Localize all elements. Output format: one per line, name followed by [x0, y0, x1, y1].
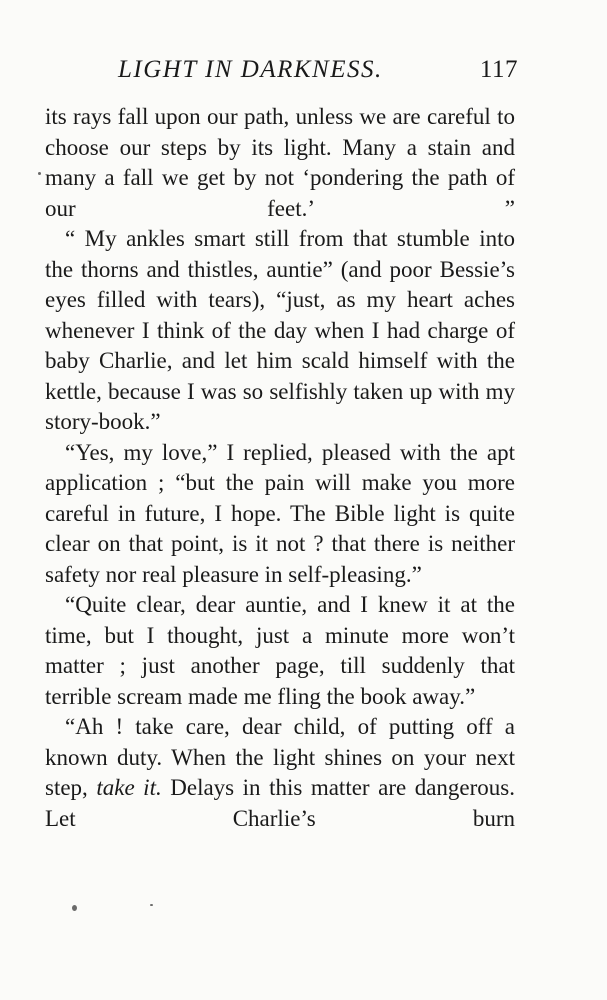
text-run: “ My ankles smart still from that stumble into the thorns and thistles, auntie” (and poor Bessie’s eyes filled with tears), “just, as my heart aches whenever I think of the day when I had charge of baby Charlie, and let him scald himself with the kettle, because I was so selfishly taken up with my story-book.”: [45, 226, 515, 434]
paragraph: [45, 224, 515, 438]
italic-emphasis: take it.: [96, 775, 162, 800]
text-run: “Quite clear, dear auntie, and I knew it at the time, but I thought, just a minute more won’t matter ; just another page, till suddenly that terrible scream made me fling the book away.”: [45, 592, 515, 709]
text-run: Delays in this matter are dangerous. Let Charlie’s burn: [45, 775, 515, 831]
page-number: 117: [479, 56, 518, 83]
paragraph: [45, 438, 515, 591]
paper-speck: [72, 905, 77, 911]
paper-speck: [38, 172, 41, 175]
body-text: [45, 102, 515, 834]
paragraph: [45, 712, 515, 834]
running-head: [118, 52, 518, 88]
text-run: “Yes, my love,” I replied, pleased with the apt application ; “but the pain will make you more careful in future, I hope. The Bible light is quite clear on that point, is it not ? that there is neither safety nor real pleasure in self-pleasing.”: [45, 439, 515, 587]
paragraph: [45, 590, 515, 712]
text-run: its rays fall upon our path, unless we are careful to choose our steps by its light. Many a stain and many a fall we get by not ‘pondering the path of our feet.’ ”: [45, 104, 515, 221]
paragraph: [45, 102, 515, 224]
running-title: LIGHT IN DARKNESS.: [118, 56, 383, 83]
paper-speck: [150, 904, 153, 906]
text-run: “Ah ! take care, dear child, of putting off a known duty. When the light shines on your next step,: [45, 714, 515, 800]
